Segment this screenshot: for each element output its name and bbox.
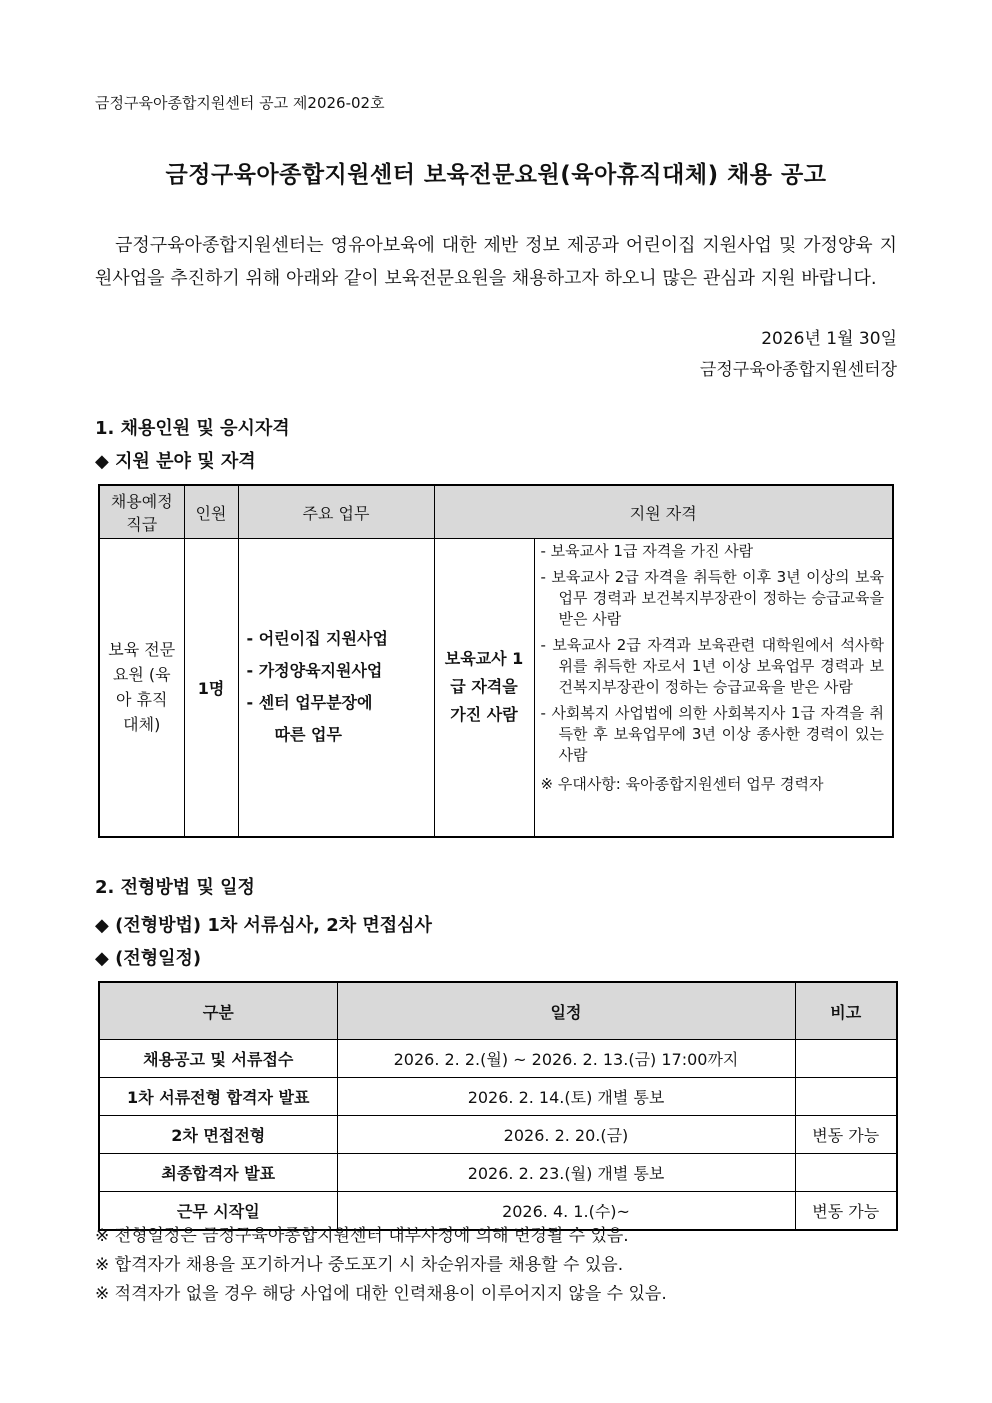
intro-paragraph: 금정구육아종합지원센터는 영유아보육에 대한 제반 정보 제공과 어린이집 지원사업 및 가정양육 지원사업을 추진하기 위해 아래와 같이 보육전문요원을 채용하고자 하오니 많은 관심과 지원 바랍니다. [95,235,897,289]
duty-item: - 가정양육지원사업 [246,661,383,681]
date-cell: 2026. 4. 1.(수)~ [337,1192,795,1231]
duties-cell [238,539,434,837]
schedule-notes [95,1222,667,1309]
page-title: 금정구육아종합지원센터 보육전문요원(육아휴직대체) 채용 공고 [165,162,827,188]
note-item: ※ 전형일정은 금정구육아종합지원센터 내부사정에 의해 변경될 수 있음. [95,1226,629,1246]
date-cell: 2026. 2. 14.(토) 개별 통보 [337,1078,795,1116]
note-cell [795,1040,897,1078]
schedule-heading: ◆ (전형일정) [95,948,202,969]
notice-number: 금정구육아종합지원센터 공고 제2026-02호 [95,94,385,112]
duty-item: - 어린이집 지원사업 [246,629,388,649]
date-cell: 2026. 2. 20.(금) [337,1116,795,1154]
duty-item: 따른 업무 [274,725,342,745]
duty-item: - 센터 업무분장에 [246,693,373,713]
qualification-table [98,484,894,838]
header-date: 일정 [337,982,795,1040]
table-row [99,1078,897,1116]
header-count: 인원 [184,485,238,539]
step-cell: 1차 서류전형 합격자 발표 [99,1078,337,1116]
selection-method: ◆ (전형방법) 1차 서류심사, 2차 면접심사 [95,915,432,936]
header-duties: 주요 업무 [238,485,434,539]
position-cell: 보육 전문요원 (육아 휴직 대체) [99,539,184,837]
step-cell: 최종합격자 발표 [99,1154,337,1192]
table-row [99,1116,897,1154]
step-cell: 근무 시작일 [99,1192,337,1231]
schedule-table [98,981,898,1231]
table-row [99,1154,897,1192]
date-cell: 2026. 2. 23.(월) 개별 통보 [337,1154,795,1192]
announcement-date: 2026년 1월 30일 [761,329,897,349]
section2-heading: 2. 전형방법 및 일정 [95,877,255,898]
header-position: 채용예정 직급 [99,485,184,539]
note-cell: 변동 가능 [795,1192,897,1231]
step-cell: 채용공고 및 서류접수 [99,1040,337,1078]
note-cell: 변동 가능 [795,1116,897,1154]
section1-subheading: ◆ 지원 분야 및 자격 [95,451,256,472]
qualification-item: - 사회복지 사업법에 의한 사회복지사 1급 자격을 취득한 후 보육업무에 3년 이상 종사한 경력이 있는 사람 [540,704,884,764]
count-cell: 1명 [184,539,238,837]
header-step: 구분 [99,982,337,1040]
qualification-item: - 보육교사 1급 자격을 가진 사람 [540,542,754,560]
header-note: 비고 [795,982,897,1040]
qualification-item: - 보육교사 2급 자격을 취득한 이후 3년 이상의 보육업무 경력과 보건복지부장관이 정하는 승급교육을 받은 사람 [540,568,884,628]
note-item: ※ 적격자가 없을 경우 해당 사업에 대한 인력채용이 이루어지지 않을 수 있음. [95,1284,667,1304]
qualifications-cell [534,539,893,837]
preference-note: ※ 우대사항: 육아종합지원센터 업무 경력자 [540,775,824,793]
qualification-summary-cell: 보육교사 1급 자격을 가진 사람 [434,539,534,837]
note-cell [795,1078,897,1116]
signer: 금정구육아종합지원센터장 [699,360,897,380]
qualification-item: - 보육교사 2급 자격과 보육관련 대학원에서 석사학위를 취득한 자로서 1년 이상 보육업무 경력과 보건복지부장관이 정하는 승급교육을 받은 사람 [540,636,884,696]
note-cell [795,1154,897,1192]
table-row [99,1040,897,1078]
section1-heading: 1. 채용인원 및 응시자격 [95,418,290,439]
date-cell: 2026. 2. 2.(월) ~ 2026. 2. 13.(금) 17:00까지 [337,1040,795,1078]
note-item: ※ 합격자가 채용을 포기하거나 중도포기 시 차순위자를 채용할 수 있음. [95,1255,624,1275]
step-cell: 2차 면접전형 [99,1116,337,1154]
header-qualifications: 지원 자격 [434,485,893,539]
